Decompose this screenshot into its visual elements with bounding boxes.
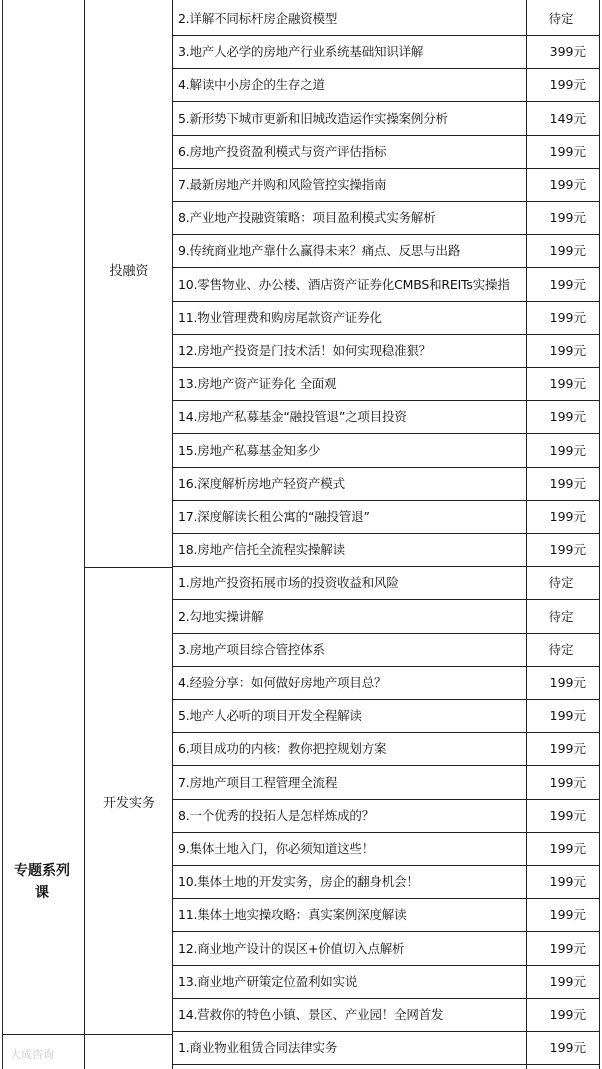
series-label-line2: 课 (35, 885, 49, 901)
course-title: 3.房地产项目综合管控体系 (178, 642, 325, 657)
course-price: 199元 (549, 476, 586, 491)
course-title: 10.零售物业、办公楼、酒店资产证券化CMBS和REITs实操指 (178, 277, 510, 292)
course-price: 199元 (549, 509, 586, 524)
course-title: 15.房地产私募基金知多少 (178, 443, 321, 458)
course-title: 14.营救你的特色小镇、景区、产业园！全网首发 (178, 1007, 444, 1022)
course-price: 199元 (549, 210, 586, 225)
course-row (172, 534, 600, 567)
course-price: 199元 (549, 443, 586, 458)
course-row (172, 833, 600, 866)
course-row (172, 435, 600, 468)
course-title: 7.房地产项目工程管理全流程 (178, 775, 338, 790)
course-title: 1.房地产投资拓展市场的投资收益和风险 (178, 575, 399, 590)
course-price: 待定 (548, 575, 574, 590)
course-row (172, 468, 600, 501)
table-border-left (2, 0, 3, 1069)
course-price: 199元 (549, 741, 586, 756)
course-title: 7.最新房地产并购和风险管控实操指南 (178, 177, 387, 192)
section-divider (84, 567, 172, 568)
section-divider (2, 1034, 172, 1035)
course-title: 5.地产人必听的项目开发全程解读 (178, 708, 362, 723)
course-row (172, 136, 600, 169)
course-row (172, 103, 600, 136)
course-price: 199元 (549, 808, 586, 823)
watermark: 大成咨询 (10, 1048, 54, 1061)
course-row (172, 269, 600, 302)
course-row (172, 3, 600, 36)
course-price: 199元 (549, 841, 586, 856)
course-title: 8.产业地产投融资策略：项目盈利模式实务解析 (178, 210, 436, 225)
course-price: 199元 (549, 1040, 586, 1055)
course-price: 待定 (548, 609, 574, 624)
series-label-line1: 专题系列 (14, 863, 70, 879)
course-price: 199元 (549, 1007, 586, 1022)
course-row (172, 235, 600, 268)
course-title: 2.详解不同标杆房企融资模型 (178, 11, 338, 26)
course-price: 199元 (549, 343, 586, 358)
course-row (172, 700, 600, 733)
course-row (172, 202, 600, 235)
course-price: 199元 (549, 907, 586, 922)
course-price: 199元 (549, 144, 586, 159)
series-label (2, 860, 82, 904)
course-price: 待定 (548, 11, 574, 26)
course-row (172, 601, 600, 634)
category-label-development: 开发实务 (102, 796, 155, 811)
course-title: 4.解读中小房企的生存之道 (178, 77, 325, 92)
course-row (172, 335, 600, 368)
course-price: 199元 (549, 310, 586, 325)
course-row (172, 634, 600, 667)
course-row (172, 733, 600, 766)
course-title: 16.深度解析房地产轻资产模式 (178, 476, 345, 491)
course-title: 17.深度解读长租公寓的“融投管退” (178, 509, 370, 524)
course-row (172, 36, 600, 69)
course-title: 9.集体土地入门，你必须知道这些！ (178, 841, 375, 856)
course-row (172, 567, 600, 600)
course-title: 12.房地产投资是门技术活！如何实现稳准狠？ (178, 343, 431, 358)
course-price: 199元 (549, 376, 586, 391)
course-price: 399元 (549, 44, 586, 59)
course-title: 9.传统商业地产靠什么赢得未来？痛点、反思与出路 (178, 243, 461, 258)
course-title: 13.商业地产研策定位盈利如实说 (178, 974, 358, 989)
course-row (172, 169, 600, 202)
course-price: 199元 (549, 243, 586, 258)
course-price: 待定 (548, 642, 574, 657)
course-price: 199元 (549, 874, 586, 889)
course-title: 6.房地产投资盈利模式与资产评估指标 (178, 144, 387, 159)
course-price: 199元 (549, 542, 586, 557)
course-title: 2.勾地实操讲解 (178, 609, 264, 624)
course-price: 199元 (549, 941, 586, 956)
category-label-investment: 投融资 (109, 264, 149, 279)
course-row (172, 866, 600, 899)
course-row (172, 401, 600, 434)
course-row (172, 667, 600, 700)
course-row (172, 1032, 600, 1065)
course-row (172, 501, 600, 534)
course-title: 11.物业管理费和购房尾款资产证券化 (178, 310, 382, 325)
course-title: 18.房地产信托全流程实操解读 (178, 542, 345, 557)
course-price: 199元 (549, 409, 586, 424)
course-title: 12.商业地产设计的误区+价值切入点解析 (178, 941, 405, 956)
course-title: 3.地产人必学的房地产行业系统基础知识详解 (178, 44, 424, 59)
course-title: 1.商业物业租赁合同法律实务 (178, 1040, 338, 1055)
course-price: 199元 (549, 77, 586, 92)
column-divider-series (84, 0, 85, 1069)
course-title: 4.经验分享：如何做好房地产项目总？ (178, 675, 387, 690)
course-price: 199元 (549, 177, 586, 192)
course-title: 13.房地产资产证券化 全面观 (178, 376, 337, 391)
course-row (172, 899, 600, 932)
course-title: 10.集体土地的开发实务，房企的翻身机会！ (178, 874, 419, 889)
course-price: 199元 (549, 775, 586, 790)
course-row (172, 999, 600, 1032)
course-row (172, 800, 600, 833)
course-price: 149元 (549, 111, 586, 126)
course-row (172, 933, 600, 966)
course-price: 199元 (549, 675, 586, 690)
course-title: 11.集体土地实操攻略：真实案例深度解读 (178, 907, 407, 922)
course-title: 14.房地产私募基金“融投管退”之项目投资 (178, 409, 407, 424)
course-title: 6.项目成功的内核：教你把控规划方案 (178, 741, 387, 756)
course-title: 8.一个优秀的投拓人是怎样炼成的？ (178, 808, 375, 823)
course-title: 5.新形势下城市更新和旧城改造运作实操案例分析 (178, 111, 448, 126)
course-row (172, 966, 600, 999)
course-row (172, 69, 600, 102)
course-price: 199元 (549, 974, 586, 989)
course-price: 199元 (549, 277, 586, 292)
course-row (172, 767, 600, 800)
course-row (172, 302, 600, 335)
course-row (172, 368, 600, 401)
course-price: 199元 (549, 708, 586, 723)
